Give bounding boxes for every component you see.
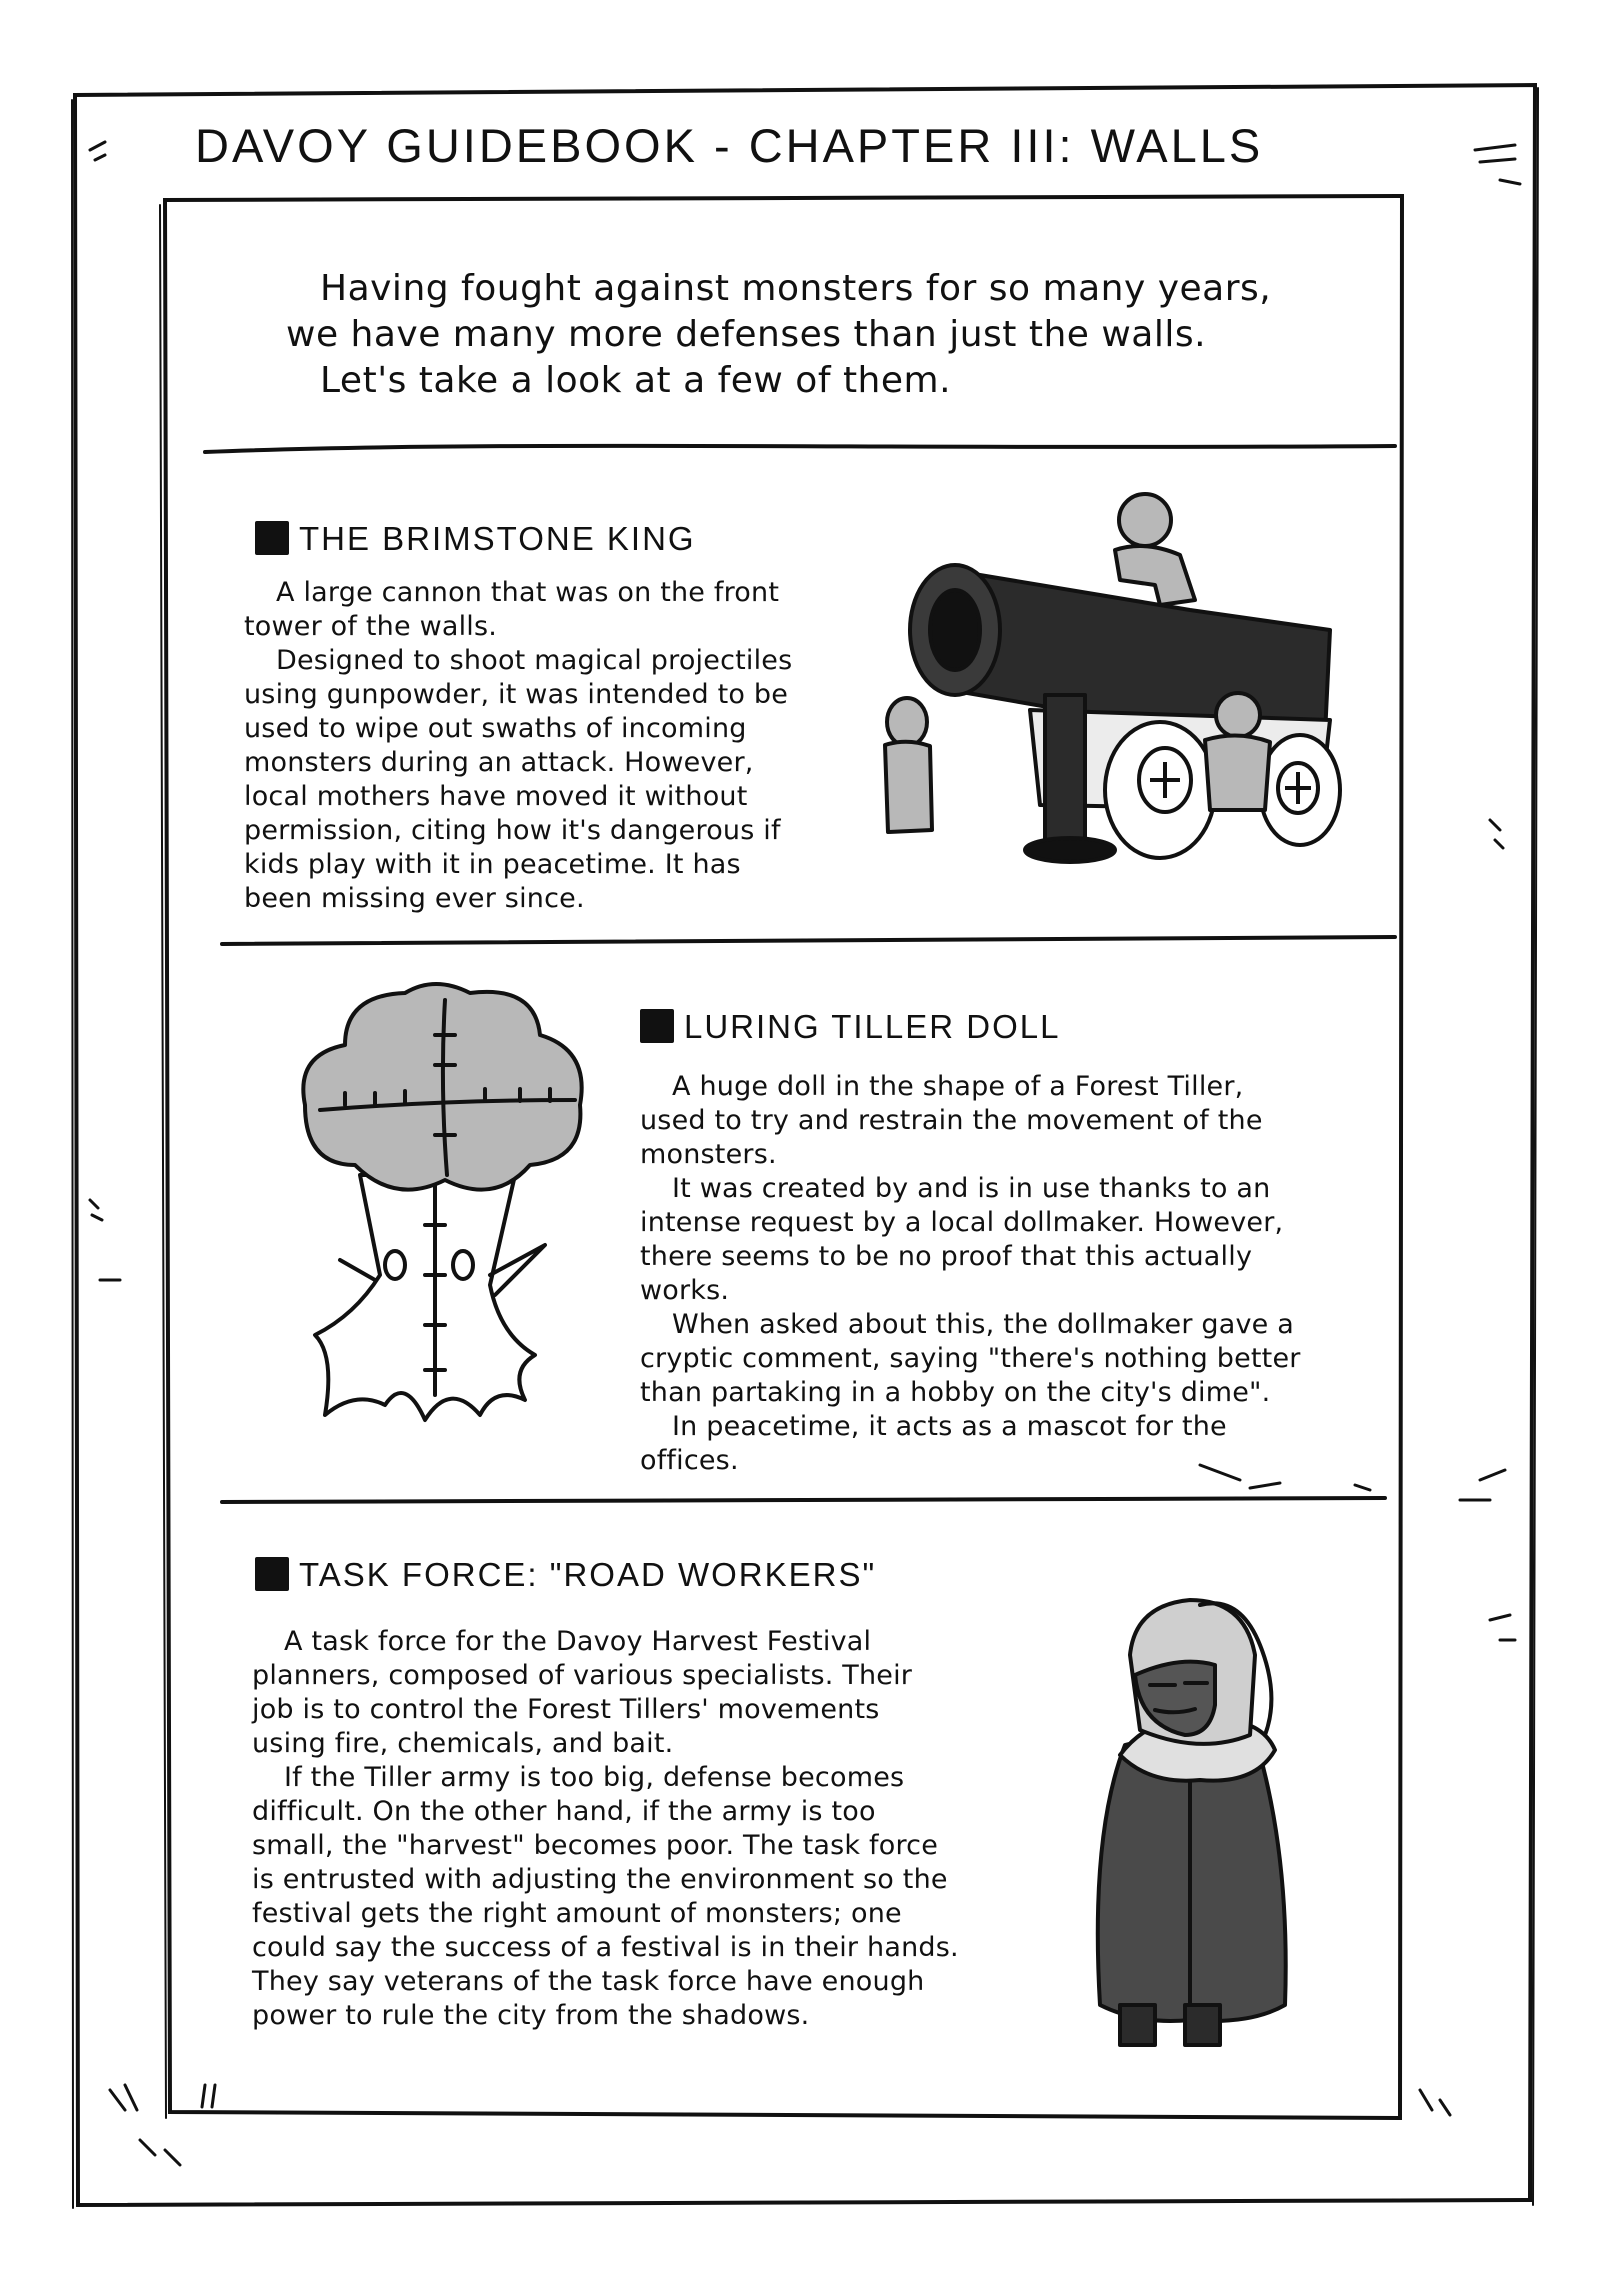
body-line: In peacetime, it acts as a mascot for the: [672, 1411, 1227, 1442]
square-bullet-icon: [255, 1557, 289, 1591]
body-line: They say veterans of the task force have enough: [252, 1966, 925, 1997]
intro-line: Let's take a look at a few of them.: [320, 360, 952, 401]
body-line: monsters.: [640, 1139, 777, 1170]
section-body: [252, 1625, 959, 2033]
body-line: using fire, chemicals, and bait.: [252, 1728, 674, 1759]
section-heading: [640, 1008, 1061, 1046]
body-line: is entrusted with adjusting the environment so the: [252, 1864, 948, 1895]
body-line: difficult. On the other hand, if the army is too: [252, 1796, 876, 1827]
body-line: used to wipe out swaths of incoming: [244, 713, 747, 744]
body-line: used to try and restrain the movement of the: [640, 1105, 1263, 1136]
section-heading: [255, 520, 696, 558]
page-title: DAVOY GUIDEBOOK - CHAPTER III: WALLS: [195, 119, 1264, 172]
body-line: permission, citing how it's dangerous if: [244, 815, 781, 846]
section-heading-text: THE BRIMSTONE KING: [299, 520, 696, 557]
section-heading: [255, 1556, 876, 1594]
body-line: tower of the walls.: [244, 611, 498, 642]
road-worker-illustration: [1080, 1585, 1300, 2055]
body-line: It was created by and is in use thanks to an: [672, 1173, 1271, 1204]
section-heading-text: TASK FORCE: "ROAD WORKERS": [299, 1556, 877, 1593]
body-line: Designed to shoot magical projectiles: [276, 645, 793, 676]
section-body: [640, 1070, 1301, 1478]
body-line: planners, composed of various specialists. Their: [252, 1660, 913, 1691]
body-line: local mothers have moved it without: [244, 781, 748, 812]
body-line: festival gets the right amount of monsters; one: [252, 1898, 902, 1929]
body-line: kids play with it in peacetime. It has: [244, 849, 741, 880]
intro-line: we have many more defenses than just the walls.: [286, 314, 1207, 355]
section-heading-text: LURING TILLER DOLL: [684, 1008, 1061, 1045]
body-line: works.: [640, 1275, 730, 1306]
body-line: cryptic comment, saying "there's nothing better: [640, 1343, 1301, 1374]
body-line: been missing ever since.: [244, 883, 585, 914]
body-line: When asked about this, the dollmaker gave a: [672, 1309, 1295, 1340]
body-line: intense request by a local dollmaker. However,: [640, 1207, 1284, 1238]
body-line: A large cannon that was on the front: [276, 577, 780, 608]
body-line: A task force for the Davoy Harvest Festival: [284, 1626, 872, 1657]
body-line: power to rule the city from the shadows.: [252, 2000, 810, 2031]
body-line: using gunpowder, it was intended to be: [244, 679, 789, 710]
tiller-doll-illustration: [285, 975, 610, 1425]
body-line: monsters during an attack. However,: [244, 747, 754, 778]
body-line: If the Tiller army is too big, defense becomes: [284, 1762, 905, 1793]
cannon-illustration: [860, 480, 1370, 880]
section-body: [244, 576, 792, 916]
body-line: small, the "harvest" becomes poor. The task force: [252, 1830, 939, 1861]
square-bullet-icon: [255, 521, 289, 555]
body-line: than partaking in a hobby on the city's dime".: [640, 1377, 1271, 1408]
body-line: offices.: [640, 1445, 739, 1476]
body-line: A huge doll in the shape of a Forest Tiller,: [672, 1071, 1244, 1102]
body-line: could say the success of a festival is in their hands.: [252, 1932, 959, 1963]
intro-line: Having fought against monsters for so many years,: [320, 268, 1272, 309]
body-line: job is to control the Forest Tillers' movements: [252, 1694, 880, 1725]
body-line: there seems to be no proof that this actually: [640, 1241, 1253, 1272]
square-bullet-icon: [640, 1009, 674, 1043]
